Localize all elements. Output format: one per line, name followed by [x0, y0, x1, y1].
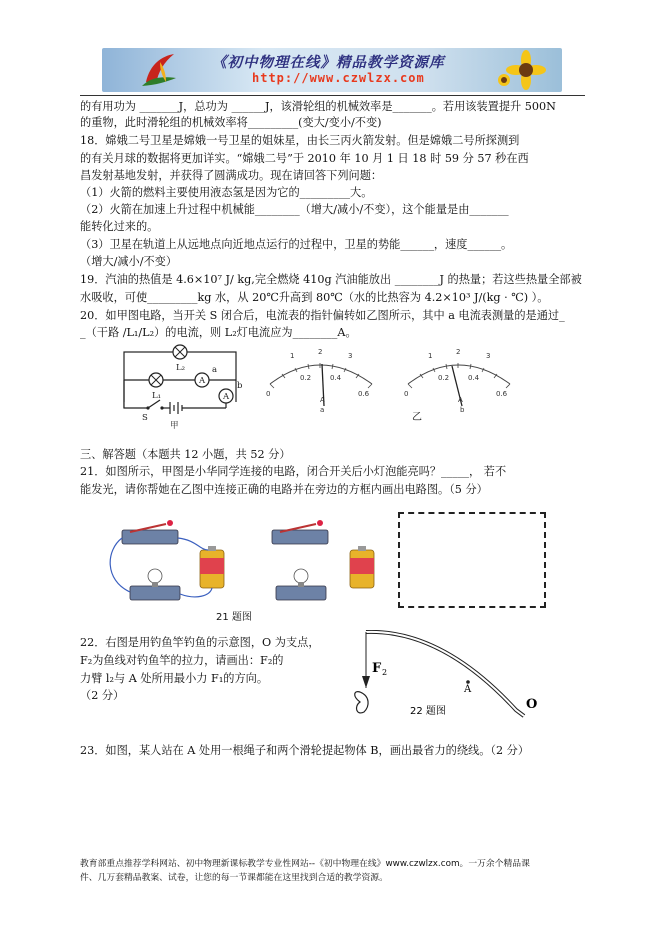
tick-label: 0.4	[330, 374, 342, 382]
footer-line: 教育部重点推荐学科网站、初中物理新课标教学专业性网站--《初中物理在线》www.czwlzx.com。一万余个精品课	[80, 859, 530, 869]
text-line: 能发光，请你帮她在乙图中连接正确的电路并在旁边的方框内画出电路图。（5 分）	[80, 483, 488, 496]
q21-circuit-photo-yi	[262, 520, 380, 612]
section-heading: 三、解答题（本题共 12 小题，共 52 分）	[80, 448, 291, 461]
label-f2: F	[372, 661, 382, 676]
tick-label: 0	[266, 390, 271, 398]
meter-unit: A	[458, 396, 463, 404]
ammeter-dial-a	[262, 344, 380, 414]
text-line: （2 分）	[80, 689, 125, 702]
text-line: （3）卫星在轨道上从远地点向近地点运行的过程中，卫星的势能______，速度______。	[80, 238, 513, 251]
text-line: （增大/减小/不变）	[80, 255, 178, 268]
meter-label: b	[460, 406, 465, 414]
answer-box	[398, 512, 546, 608]
tick-label: 3	[348, 352, 353, 360]
footer-line: 件、几万套精品教案、试卷，让您的每一节课都能在这里找到合适的教学资源。	[80, 873, 388, 883]
banner-title: 《初中物理在线》精品教学资源库	[212, 54, 445, 71]
label-l2: L₂	[176, 363, 186, 373]
text-line: 的有用功为 _______J，总功为 ______J，该滑轮组的机械效率是_______。若用该装置提升 500N	[80, 100, 556, 113]
q22-caption: 22 题图	[410, 706, 446, 717]
q21-caption: 21 题图	[216, 612, 252, 623]
fishing-rod-diagram	[340, 630, 550, 740]
text-line: F₂为鱼线对钓鱼竿的拉力，请画出：F₂的	[80, 654, 284, 667]
label-f2-sub: 2	[382, 668, 388, 677]
text-line: 21．如图所示，甲图是小华同学连接的电路，闭合开关后小灯泡能亮吗？_____， 若不	[80, 465, 507, 478]
tick-label: 0.2	[300, 374, 312, 382]
logo-icon	[140, 52, 180, 88]
circuit-diagram-jia	[118, 342, 254, 430]
caption-yi: 乙	[412, 412, 422, 423]
text-line: _（干路 /L₁/L₂）的电流，则 L₂灯电流应为________A。	[80, 326, 357, 339]
label-switch: S	[142, 413, 148, 423]
text-line: 18．嫦娥二号卫星是嫦娥一号卫星的姐妹星，由长三丙火箭发射。但是嫦娥二号所探测到	[80, 134, 520, 147]
tick-label: 0.4	[468, 374, 480, 382]
tick-label: 2	[456, 348, 461, 356]
text-line: 能转化过来的。	[80, 220, 159, 233]
label-b: b	[237, 381, 243, 391]
text-line: 的有关月球的数据将更加详实。“嫦娥二号”于 2010 年 10 月 1 日 18 时 59 分 57 秒在西	[80, 152, 529, 165]
tick-label: 0.6	[358, 390, 370, 398]
label-l1: L₁	[152, 391, 162, 401]
tick-label: 2	[318, 348, 323, 356]
text-line: 23．如图，某人站在 A 处用一根绳子和两个滑轮提起物体 B，画出最省力的绕线。（2 分）	[80, 744, 530, 757]
text-line: 22．右图是用钓鱼竿钓鱼的示意图，O 为支点，	[80, 636, 320, 649]
label-a: a	[212, 365, 218, 375]
text-line: 19．汽油的热值是 4.6×10⁷ J/ kg,完全燃烧 410g 汽油能放出 ________J 的热量；若这些热量全部被	[80, 273, 582, 286]
tick-label: 0.2	[438, 374, 450, 382]
ammeter-a-symbol: A	[199, 376, 206, 386]
header-banner	[102, 48, 562, 92]
text-line: 20．如甲图电路，当开关 S 闭合后，电流表的指针偏转如乙图所示，其中 a 电流表测量的是通过_	[80, 309, 565, 322]
sunflower-icon	[496, 50, 556, 90]
text-line: （2）火箭在加速上升过程中机械能________（增大/减小/不变），这个能量是由_______	[80, 203, 509, 216]
text-line: 力臂 l₂与 A 处所用最小力 F₁的方向。	[80, 672, 269, 685]
ammeter-dial-b	[400, 344, 518, 414]
text-line: （1）火箭的燃料主要使用液态氢是因为它的_________大。	[80, 186, 373, 199]
meter-label: a	[320, 406, 325, 414]
label-fulcrum-o: O	[526, 697, 538, 712]
text-line: 昌发射基地发射，并获得了圆满成功。现在请回答下列问题：	[80, 169, 383, 182]
q21-circuit-photo-jia	[100, 520, 242, 612]
ammeter-b-symbol: A	[223, 392, 230, 402]
meter-unit: A	[320, 396, 325, 404]
tick-label: 3	[486, 352, 491, 360]
label-jia: 甲	[170, 421, 179, 430]
text-line: 的重物，此时滑轮组的机械效率将_________(变大/变小/不变)	[80, 116, 382, 129]
banner-url: http://www.czwlzx.com	[252, 71, 425, 85]
text-line: 水吸收，可使_________kg 水，从 20℃升高到 80℃（水的比热容为 4.2×10³ J/(kg · ℃) ）。	[80, 291, 549, 304]
header-rule	[80, 95, 585, 96]
tick-label: 1	[290, 352, 295, 360]
tick-label: 1	[428, 352, 433, 360]
tick-label: 0.6	[496, 390, 508, 398]
tick-label: 0	[404, 390, 409, 398]
label-point-a: A	[464, 684, 472, 695]
